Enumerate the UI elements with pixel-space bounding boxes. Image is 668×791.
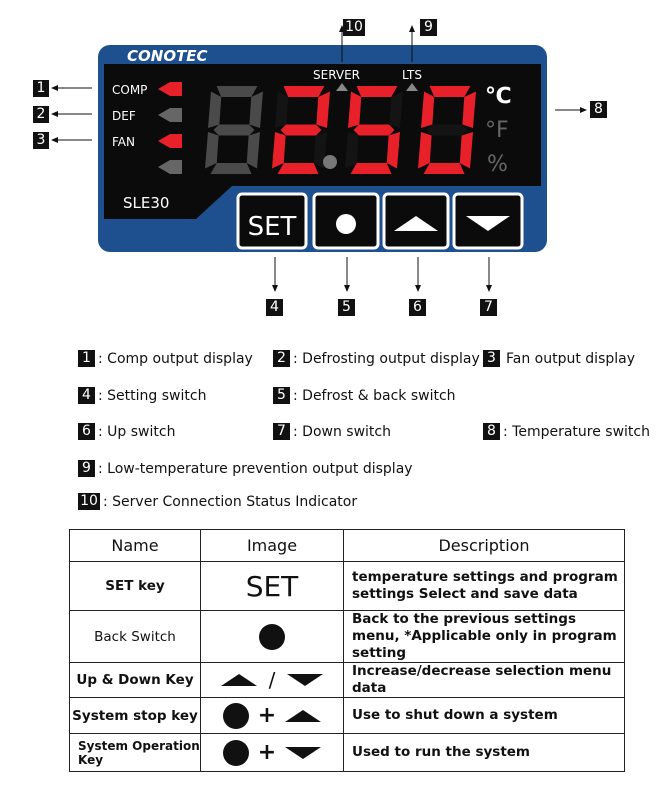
legend-num: 3 (483, 350, 500, 367)
header-description: Description (344, 530, 625, 562)
lts-label: LTS (402, 68, 422, 82)
row-name: Back Switch (70, 611, 201, 663)
legend-text: : Defrosting output display (293, 351, 480, 367)
legend-num: 10 (78, 493, 100, 510)
fan-label: FAN (112, 135, 135, 149)
up-arrow-icon (285, 710, 321, 722)
legend-item-5 (273, 386, 456, 406)
header-name: Name (70, 530, 201, 562)
legend-num: 2 (273, 350, 290, 367)
digit-2-segment-a (357, 86, 398, 97)
row-description: temperature settings and program settings Select and save data (344, 562, 625, 611)
percent-unit: % (487, 152, 508, 177)
legend-item-10 (78, 492, 357, 512)
down-key[interactable] (454, 194, 522, 248)
up-key[interactable] (384, 194, 448, 248)
legend-text: : Setting switch (98, 388, 207, 404)
callout-1: 1 (33, 80, 49, 97)
digit-3-segment-a (430, 86, 471, 97)
row-description: Back to the previous settings menu, *Applicable only in program setting (344, 611, 625, 663)
legend-num: 8 (483, 423, 500, 440)
dot-icon (336, 214, 356, 234)
table-row (70, 734, 625, 772)
fahrenheit-unit: °F (485, 118, 509, 143)
row-description: Increase/decrease selection menu data (344, 663, 625, 698)
legend-item-3 (483, 349, 635, 369)
digit-2-segment-d (351, 163, 392, 174)
digit-1-segment-a (284, 86, 325, 97)
back-key[interactable] (314, 194, 378, 248)
digit-3-segment-d (424, 163, 465, 174)
row-image (201, 663, 344, 698)
table-row (70, 611, 625, 663)
plus-sign: + (257, 703, 277, 728)
legend-text: : Low-temperature prevention output display (98, 461, 413, 477)
row-image (201, 611, 344, 663)
legend-item-1 (78, 349, 253, 369)
legend-text: : Temperature switch (503, 424, 650, 440)
legend-num: 4 (78, 387, 95, 404)
legend-text: : Down switch (293, 424, 391, 440)
dot-icon (223, 703, 249, 729)
key-function-table (69, 529, 625, 772)
legend-item-6 (78, 422, 175, 442)
table-row (70, 698, 625, 734)
digit-0-segment-g (214, 125, 255, 136)
header-image: Image (201, 530, 344, 562)
legend-item-7 (273, 422, 391, 442)
server-label: SERVER (313, 68, 361, 82)
callout-7: 7 (480, 299, 497, 316)
slash-separator: / (268, 668, 276, 692)
callout-10: 10 (343, 19, 365, 36)
legend-text: Fan output display (506, 351, 636, 367)
legend-num: 7 (273, 423, 290, 440)
callout-8: 8 (590, 101, 607, 118)
up-arrow-icon (221, 674, 257, 686)
digit-0-segment-d (211, 163, 252, 174)
dot-icon (223, 740, 249, 766)
callout-5: 5 (338, 299, 355, 316)
def-label: DEF (112, 109, 136, 123)
decimal-point (323, 155, 337, 169)
legend-num: 1 (78, 350, 95, 367)
digit-2-segment-g (354, 125, 395, 136)
callout-3: 3 (33, 132, 49, 149)
digit-0-segment-a (217, 86, 258, 97)
legend-num: 6 (78, 423, 95, 440)
row-name: SET key (70, 562, 201, 611)
legend-item-4 (78, 386, 206, 406)
row-description: Used to run the system (344, 734, 625, 772)
down-arrow-icon (287, 674, 323, 686)
digit-1-segment-g (281, 125, 322, 136)
set-key-label: SET (247, 212, 297, 242)
row-name: System stop key (70, 698, 201, 734)
row-name: Up & Down Key (70, 663, 201, 698)
brand-logo: CONOTEC (127, 47, 208, 65)
callout-6: 6 (409, 299, 426, 316)
legend-item-8 (483, 422, 650, 442)
table-row (70, 562, 625, 611)
row-name: System Operation Key (70, 734, 201, 772)
legend-item-2 (273, 349, 480, 369)
legend-text: : Comp output display (98, 351, 253, 367)
row-description: Use to shut down a system (344, 698, 625, 734)
legend-text: : Server Connection Status Indicator (103, 494, 358, 510)
celsius-unit: ℃ (485, 84, 512, 109)
set-image: SET (201, 562, 344, 611)
legend-num: 9 (78, 460, 95, 477)
legend-num: 5 (273, 387, 290, 404)
plus-sign: + (257, 740, 277, 765)
set-key[interactable] (238, 194, 306, 248)
dot-icon (259, 624, 285, 650)
legend-item-9 (78, 459, 413, 479)
comp-label: COMP (112, 83, 148, 97)
callout-9: 9 (420, 19, 437, 36)
legend-text: : Defrost & back switch (293, 388, 456, 404)
callout-2: 2 (33, 106, 49, 123)
down-arrow-icon (285, 747, 321, 759)
digit-1-segment-d (278, 163, 319, 174)
legend-text: : Up switch (98, 424, 176, 440)
controller-diagram (0, 0, 668, 330)
digit-3-segment-g (427, 125, 468, 136)
row-image (201, 698, 344, 734)
table-header-row (70, 530, 625, 562)
callout-4: 4 (266, 299, 283, 316)
model-label: SLE30 (123, 194, 170, 212)
row-image (201, 734, 344, 772)
table-row (70, 663, 625, 698)
